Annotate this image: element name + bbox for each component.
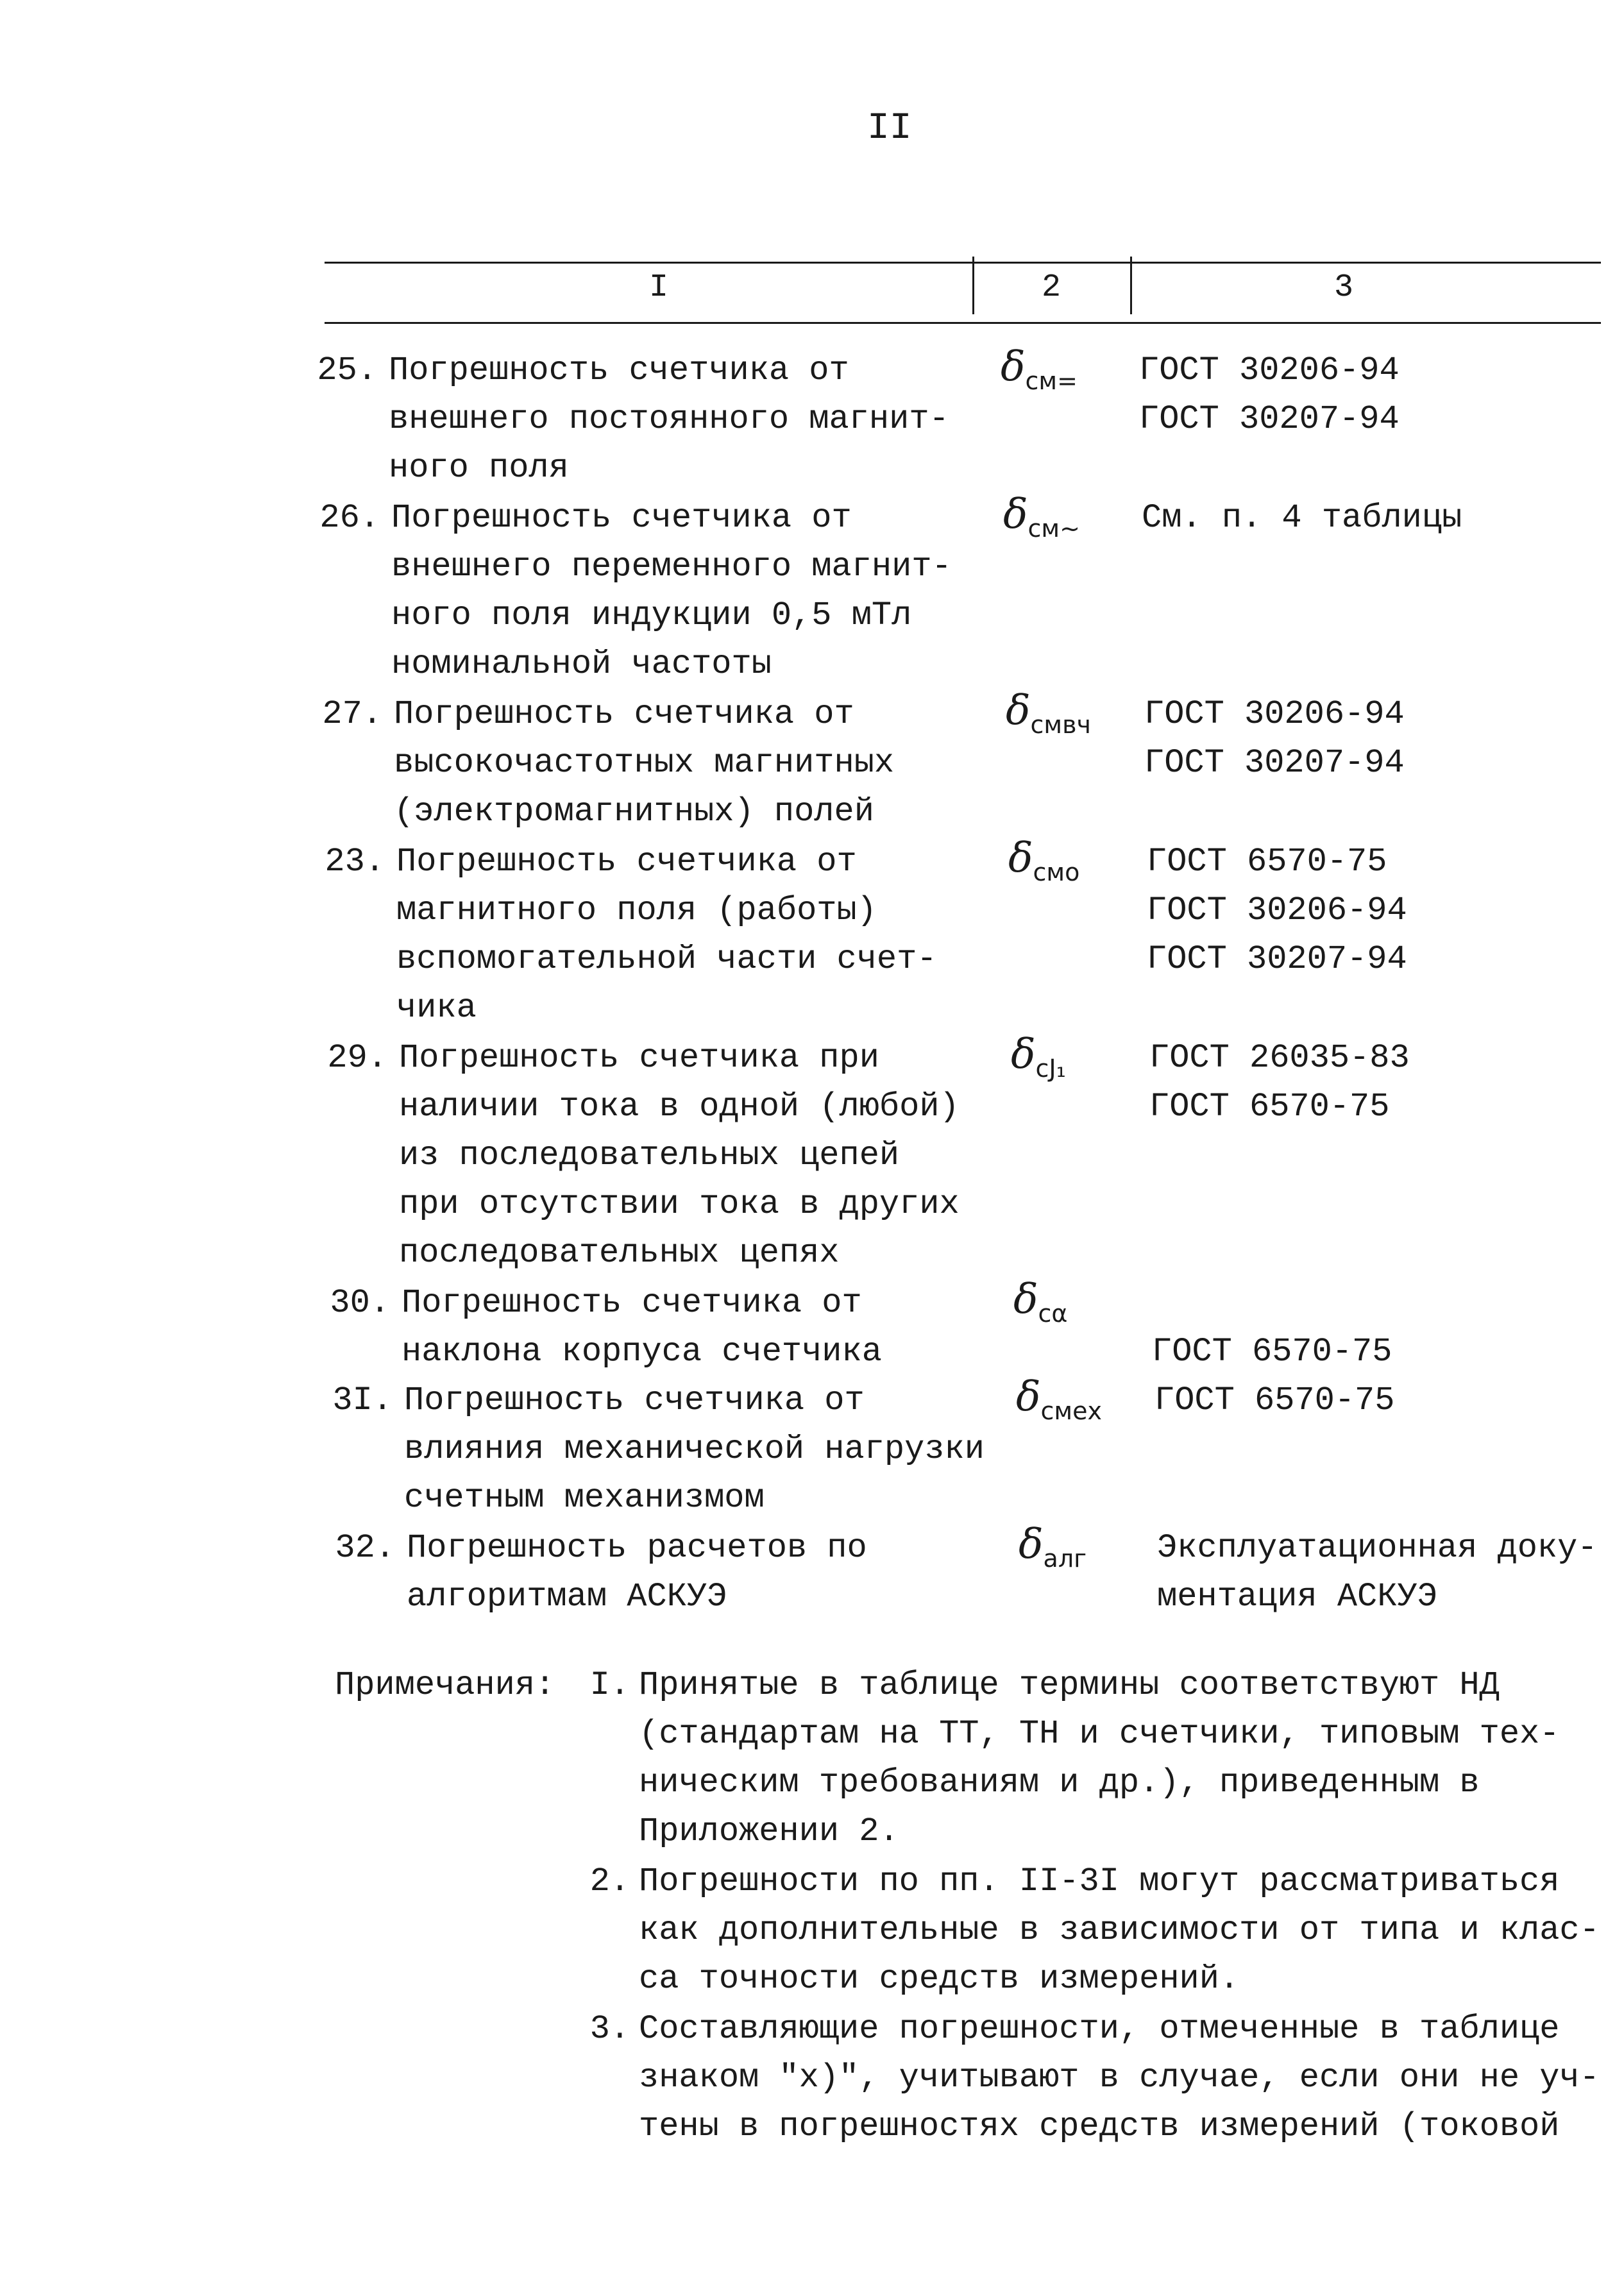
description-line: наличии тока в одной (любой)	[399, 1088, 960, 1126]
description-line: Погрешность счетчика от	[391, 499, 852, 537]
symbol-subscript: смех	[1040, 1396, 1102, 1425]
row-description	[402, 1279, 882, 1376]
error-symbol	[1008, 834, 1079, 897]
row-standards	[1139, 346, 1400, 444]
standard-line: ГОСТ 6570-75	[1147, 843, 1387, 881]
symbol-subscript: алг	[1043, 1544, 1087, 1573]
symbol-delta: δ	[1006, 687, 1031, 734]
description-line: вспомогательной части счет-	[396, 940, 937, 978]
row-number: 32.	[335, 1529, 395, 1567]
standard-line: Эксплуатационная доку-	[1157, 1529, 1598, 1567]
standard-line: ГОСТ 6570-75	[1149, 1088, 1390, 1126]
note-number: 3.	[589, 2010, 630, 2048]
table-header-top-rule	[325, 262, 1601, 264]
description-line: Погрешность счетчика от	[389, 351, 849, 389]
description-line: внешнего переменного магнит-	[391, 548, 952, 586]
row-standards	[1144, 690, 1405, 788]
standard-line: См. п. 4 таблицы	[1142, 499, 1462, 537]
row-standards	[1155, 1376, 1394, 1425]
error-symbol	[1001, 342, 1078, 405]
note-number: I.	[589, 1666, 630, 1704]
note-line: Принятые в таблице термины соответствуют НД	[639, 1666, 1500, 1704]
symbol-subscript: смвч	[1030, 710, 1091, 739]
error-symbol	[1011, 1030, 1066, 1093]
error-symbol	[1019, 1520, 1087, 1583]
standard-line: ГОСТ 30206-94	[1147, 891, 1407, 929]
row-description	[389, 346, 949, 493]
description-line: номинальной частоты	[391, 645, 772, 683]
description-line: из последовательных цепей	[399, 1136, 900, 1174]
description-line: наклона корпуса счетчика	[402, 1333, 882, 1371]
error-symbol	[1006, 686, 1091, 749]
symbol-subscript: сα	[1038, 1299, 1068, 1328]
symbol-subscript: см~	[1028, 514, 1080, 543]
row-standards	[1152, 1279, 1392, 1376]
note-line: Погрешности по пп. II-3I могут рассматриваться	[639, 1863, 1560, 1900]
error-symbol	[1013, 1275, 1067, 1338]
page-number: II	[867, 108, 912, 149]
row-description	[404, 1376, 985, 1523]
description-line: Погрешность счетчика при	[399, 1039, 879, 1077]
standard-line: ГОСТ 30206-94	[1139, 351, 1400, 389]
row-number: 25.	[317, 351, 377, 389]
row-description	[399, 1034, 960, 1278]
note-line: знаком "x)", учитывают в случае, если они не уч-	[639, 2059, 1600, 2097]
description-line: Погрешность счетчика от	[394, 695, 854, 733]
table-header-bottom-rule	[325, 322, 1601, 324]
standard-line: ГОСТ 30206-94	[1144, 695, 1405, 733]
row-description	[391, 494, 952, 689]
standard-line: ментация АСКУЭ	[1157, 1578, 1437, 1616]
note-line: (стандартам на ТТ, ТН и счетчики, типовым тех-	[639, 1715, 1560, 1753]
row-number: 30.	[330, 1284, 390, 1322]
symbol-delta: δ	[1003, 491, 1028, 538]
symbol-subscript: см=	[1025, 366, 1078, 395]
row-number: 26.	[319, 499, 380, 537]
symbol-delta: δ	[1016, 1373, 1041, 1421]
standard-line: ГОСТ 6570-75	[1155, 1382, 1395, 1419]
description-line: последовательных цепях	[399, 1234, 840, 1272]
row-number: 29.	[327, 1039, 387, 1077]
row-standards	[1157, 1524, 1598, 1621]
row-standards	[1147, 838, 1407, 984]
standard-line	[1152, 1279, 1392, 1328]
standard-line: ГОСТ 26035-83	[1149, 1039, 1410, 1077]
description-line: Погрешность счетчика от	[404, 1382, 865, 1419]
description-line: влияния механической нагрузки	[404, 1430, 985, 1468]
header-col-1: I	[649, 269, 669, 306]
standard-line: ГОСТ 6570-75	[1152, 1333, 1392, 1371]
description-line: магнитного поля (работы)	[396, 891, 877, 929]
note-line: как дополнительные в зависимости от типа и клас-	[639, 1911, 1600, 1949]
error-symbol	[1016, 1373, 1102, 1435]
note-line: са точности средств измерений.	[639, 1960, 1240, 1998]
error-symbol	[1003, 490, 1080, 553]
symbol-subscript: сJ₁	[1035, 1054, 1066, 1083]
note-line: Приложении 2.	[639, 1812, 899, 1850]
symbol-delta: δ	[1013, 1276, 1038, 1323]
symbol-delta: δ	[1001, 343, 1026, 391]
description-line: ного поля индукции 0,5 мТл	[391, 596, 912, 634]
description-line: ного поля	[389, 449, 569, 487]
symbol-delta: δ	[1008, 834, 1033, 882]
note-text	[639, 1857, 1600, 2004]
symbol-delta: δ	[1019, 1521, 1044, 1568]
row-description	[394, 690, 894, 836]
description-line: (электромагнитных) полей	[394, 793, 874, 831]
row-number: 3I.	[332, 1382, 393, 1419]
note-text	[639, 2005, 1600, 2151]
description-line: Погрешность счетчика от	[402, 1284, 862, 1322]
row-number: 27.	[322, 695, 382, 733]
description-line: внешнего постоянного магнит-	[389, 400, 949, 438]
column-divider-2	[1130, 257, 1132, 314]
row-number: 23.	[325, 843, 385, 881]
description-line: Погрешность счетчика от	[396, 843, 857, 881]
header-col-3: 3	[1334, 269, 1354, 306]
description-line: счетным механизмом	[404, 1479, 765, 1517]
description-line: алгоритмам АСКУЭ	[407, 1578, 727, 1616]
row-description	[407, 1524, 867, 1621]
note-text	[639, 1661, 1559, 1856]
note-line: ническим требованиям и др.), приведенным в	[639, 1764, 1480, 1802]
notes-label: Примечания:	[335, 1666, 555, 1704]
description-line: при отсутствии тока в других	[399, 1185, 960, 1223]
standard-line: ГОСТ 30207-94	[1139, 400, 1400, 438]
row-standards	[1142, 494, 1462, 543]
note-line: тены в погрешностях средств измерений (токовой	[639, 2108, 1560, 2145]
header-col-2: 2	[1042, 269, 1062, 306]
description-line: высокочастотных магнитных	[394, 744, 895, 782]
description-line: чика	[396, 989, 477, 1027]
standard-line: ГОСТ 30207-94	[1144, 744, 1405, 782]
standard-line: ГОСТ 30207-94	[1147, 940, 1407, 978]
row-standards	[1149, 1034, 1410, 1131]
note-number: 2.	[589, 1863, 630, 1900]
note-line: Составляющие погрешности, отмеченные в таблице	[639, 2010, 1560, 2048]
column-divider-1	[972, 257, 974, 314]
row-description	[396, 838, 937, 1033]
symbol-subscript: смо	[1033, 858, 1080, 886]
description-line: Погрешность расчетов по	[407, 1529, 867, 1567]
symbol-delta: δ	[1011, 1031, 1036, 1078]
